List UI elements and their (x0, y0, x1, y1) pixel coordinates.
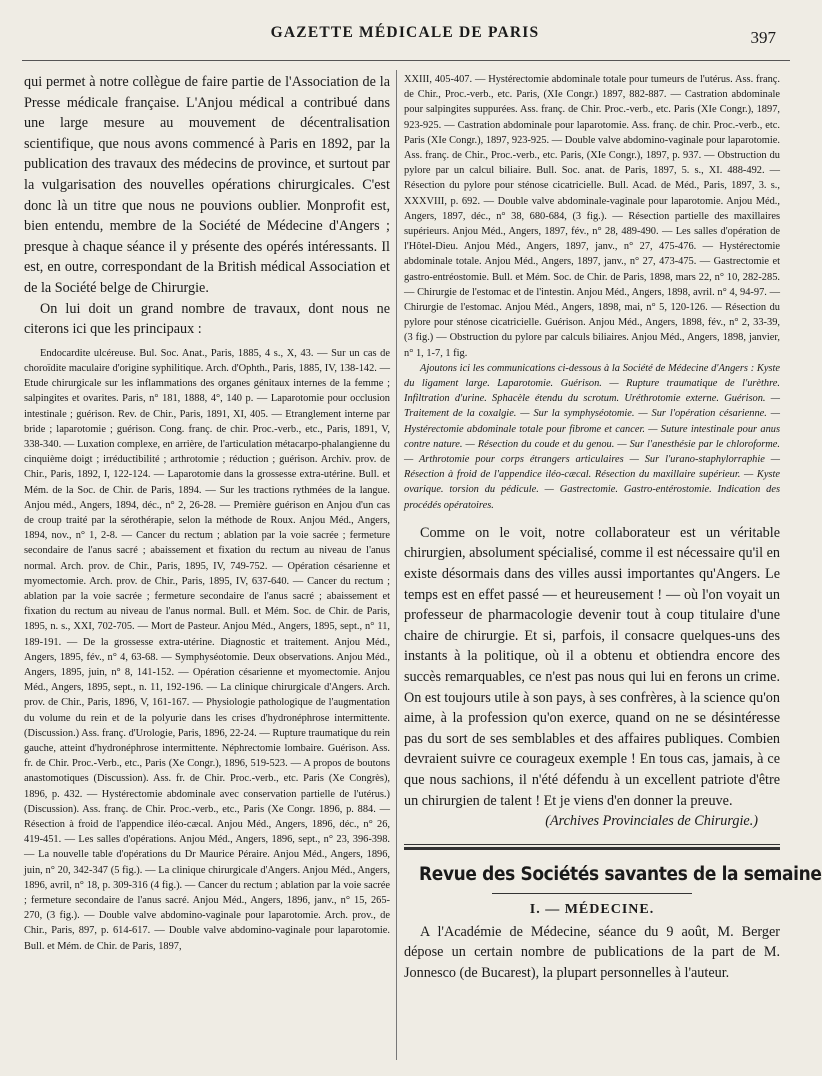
section-short-rule (492, 893, 692, 894)
communications-paragraph: Ajoutons ici les communications ci-dessous à la Société de Médecine d'Angers : Kyste du ligament large. Laparotomie. Guérison. — Rupture traumatique de l'urèthre. Infiltration d'urine. Sphacèle étendu du scrotum. Uréthrotomie externe. Guérison. — Traitement de la coxalgie. — Sur la symphyséotomie. — Sur l'opération césarienne. — Hystérectomie abdominale totale pour fibrome et cancer. — Suture intestinale pour anus contre nature. — Résection du coude et du genou. — Sur l'anesthésie par le chloroforme. — Arthrotomie pour corps étrangers articulaires — Sur l'urano-staphylorraphie — Résection à froid de l'appendice iléo-cæcal. Résection du maxillaire supérieur. — Kyste ovarique. torsion du pédicule. — Gastrectomie. Gastro-entérostomie. Indication des procédés opératoires. (404, 362, 780, 511)
section-double-rule (404, 844, 780, 850)
bibliography-list: Endocardite ulcéreuse. Bul. Soc. Anat., Paris, 1885, 4 s., X, 43. — Sur un cas de choroïdite maculaire d'origine syphilitique. Arch. d'Ophth., Paris, 1885, IV, 138-142. — Etude chirurgicale sur les inflammations des organes génitaux internes de la femme ; salpingites et ovarites. Paris, n° 181, 1888, 4°, 140 p. — Laparotomie pour occlusion intestinale ; guérison. Rev. de Chir., Paris, 1891, XI, 405. — Etranglement interne par bride ; laparotomie ; guérison. Cong. franç. de chir. Proc.-verb., etc., Paris, 1891, V, 338-340. — Luxation complexe, en arrière, de l'articulation métacarpo-phalangienne du cinquième doigt ; irréductibilité ; arthrotomie ; réduction ; guérison. Archiv. prov. de Chir., Paris, 1892, I, 122-124. — Laparotomie dans la grossesse extra-utérine. Bull. et Mém. de la Soc. de Chir. de Paris, 1894. — Sur les tractions rythmées de la langue. Anjou méd., Angers, 1894, déc., n° 2, 26-28. — Première guérison en Anjou d'un cas de croup traité par la sérothérapie, selon la méthode de Roux. Anjou Méd., Angers, 1894, nov., n° 1, 2-8. — Cancer du rectum ; ablation par la voie sacrée ; fermeture secondaire de l'anus sacré ; abaissement et fixation du rectum au niveau de l'anus normal. Arch. prov. de Chir., Paris, 1895, IV, 749-752. — Opération césarienne et myomectomie. Arch. prov. de Chir., Paris, 1895, IV, 637-640. — Cancer du rectum ; ablation par la voie sacrée ; fermeture secondaire de l'anus sacré ; abaissement et fixation du rectum au niveau de l'anus normal. Bull. et Mém. Soc. de Chir. de Paris, 1895, n. s., XXI, 702-705. — Mort de Pasteur. Anjou Méd., Angers, 1895, sept., n° 11, 189-191. — De la grossesse extra-utérine. Diagnostic et traitement. Anjou Méd., Angers, 1895, fév., n° 4, 63-68. — Symphyséotomie. Deux observations. Anjou Méd., Angers, 1895, juin, n° 8, 141-152. — Opération césarienne et myomectomie. Anjou Méd., Angers, 1895, sept., n. 11, 192-196. — La clinique chirurgicale d'Angers. Arch. prov. de Chir., Paris, 1896, V, 161-167. — Physiologie pathologique de l'augmentation du volume du rein et de la polyurie dans les crises d'hydronéphrose intermittente. (Discussion.) Ass. franç. d'Urologie, Paris, 1896, 22-24. — Rupture traumatique du rein gauche, atteint d'hydronéphrose intermittente. Néphrectomie lombaire. Guérison. Ass. fr. de Chir. Proc.-Verb., etc., Paris (Xe Congr.), 1896, 519-523. — A propos de boutons anastomotiques (Discussion). Ass. fr. de Chir. Proc.-verb., etc. Paris (Xe Congrès), 1896, p. 432. — Hystérectomie abdominale avec conservation partielle de l'utérus.) (Discussion). Ass. franç. de Chir. Proc.-verb., etc., Paris (Xe Congr. 1896, p. 884. — Résection à froid de l'appendice iléo-cæcal. Anjou Méd., Angers, 1896, déc., n° 26, 419-451. — Les salles d'opérations. Anjou Méd., Angers, 1896, sept., n° 23, 396-398. — La nouvelle table d'opérations du Dr Maurice Péraire. Anjou Méd., Angers, 1896, juin, n° 20, 342-347 (5 fig.). — La clinique chirurgicale d'Angers. Anjou Méd., Angers, 1896, avril, n° 18, p. 309-316 (4 fig.). — Cancer du rectum ; ablation par la voie sacrée ; fermeture secondaire de l'anus sacré. Anjou Méd., Angers, 1896, janv., n° 15, 265-270, (3 fig.). — Double valve abdomino-vaginale pour laparotomie. Arch. prov., de Chir., Paris, 897, p. 614-617. — Double valve abdomino-vaginale pour laparotomie. Bull. et Mém. de Chir. de Paris, 1897, (24, 347, 390, 952)
page-header (20, 24, 790, 48)
right-column (404, 72, 822, 1062)
academy-paragraph: A l'Académie de Médecine, séance du 9 août, M. Berger dépose un certain nombre de publications de la part de M. Jonnesco (de Bucarest), la plupart personnelles à l'auteur. (404, 923, 780, 981)
subsection-heading: I. — MÉDECINE. (529, 901, 655, 917)
intro-paragraph: qui permet à notre collègue de faire partie de l'Association de la Presse médicale française. L'Anjou médical a contribué dans une large mesure au mouvement de décentralisation scientifique, que nous avons commencé à Paris en 1892, par la publication des travaux des médecins de province, et surtout par la vulgarisation des nouvelles opérations chirurgicales. C'est donc là un titre que nous ne pouvions oublier. Monprofit est, bien entendu, membre de la Société de Médecine d'Angers ; presque à chaque séance il y présente des opérés intéressants. Il est, en outre, correspondant de la British médical Association et de la Société belge de Chirurgie. (24, 74, 390, 296)
section-title: Revue des Sociétés savantes de la semaine (419, 863, 822, 885)
source-signature: (Archives Provinciales de Chirurgie.) (545, 813, 758, 830)
conclusion-paragraph: Comme on le voit, notre collaborateur est un véritable chirurgien, absolument spécialisé, comme il est nécessaire qu'il en existe désormais dans des villes aussi importantes qu'Angers. Le temps est en effet passé — et heureusement ! — où l'on voyait un professeur de pharmacologie devenir tout à coup titulaire d'une chaire de chirurgie. Et si, parfois, il consacre quelques-uns des instants à la politique, où il a obtenu et obtiendra encore des succès remarquables, ce n'est pas nous qui lui en ferons un crime. On est toujours utile à son pays, à ses confrères, à la science qu'on aime, à la profession qu'on exerce, quand on ne se désintéresse pas du sort de ses semblables et des affaires publiques. Combien devraient suivre ce courageux exemple ! En tous cas, jamais, à ce que nous sachions, il n'été défendu à un excellent patriote d'être un chirurgien de talent ! Et je viens d'en donner la preuve. (404, 524, 780, 809)
page-number: 397 (750, 28, 776, 47)
column-divider (396, 70, 397, 1060)
journal-title: GAZETTE MÉDICALE DE PARIS (270, 24, 540, 41)
works-intro: On lui doit un grand nombre de travaux, dont nous ne citerons ici que les principaux : (24, 300, 390, 338)
bibliography-continued: XXIII, 405-407. — Hystérectomie abdominale totale pour tumeurs de l'utérus. Ass. franç. de Chir., Proc.-verb., etc. Paris, (XIe Congr.) 1897, 882-887. — Castration abdominale pour salpingites suppurées. Ass. franç. de Chir. Proc.-verb., etc. Paris (XIe Congr.), 1897, 923-925. — Castration abdominale pour laparotomie. Ass. franç. de chir. Proc.-verb., etc. Paris (XIe Congr.), 1897, 923-925. — Double valve abdomino-vaginale pour laparotomie. Ass. franç. de Chir., Proc.-verb., etc. Paris, (XIe Congr.), 1897, p. 937. — Obstruction du pylore par un calcul biliaire. Bull. Soc. anat. de Paris, 1897, 5. s., XI. 488-492. — Résection du pylore pour sténose cicatricielle. Bull. Acad. de Méd., Paris, 1897, 3. s., XXXVIII, p. 692. — Double valve abdominale-vaginale pour laparotomie. Anjou Méd., Angers, 1897, déc., n° 38, 680-684, (3 fig.). — Résection partielle des maxillaires supérieurs. Anjou Méd., Angers, 1897, fév., n° 28, 489-490. — Les salles d'opération de l'Hôtel-Dieu. Anjou Méd., Angers, 1897, janv., n° 27, 475-476. — Hystérectomie abdominale totale. Anjou Méd., Angers, 1897, janv., n° 27, 473-475. — Gastrectomie et gastro-entréostomie. Bull. et Mém. Soc. de Chir. de Paris, 1898, mars 22, n° 10, 282-285. — Chirurgie de l'estomac et de l'intestin. Anjou Méd., Angers, 1898, avril. n° 4, 94-97. — Chirurgie de l'estomac. Anjou Méd., Angers, 1898, mai, n° 5, 120-126. — Résection du pylore pour sténose cicatricielle. Guérison. Anjou Méd., Angers, 1898, fév., n° 2, 33-39, (3 fig.) — Obstruction du pylore par calculs biliaires. Anjou Méd., Angers, 1898, janvier, n° 1, 1-7, 1 fig. (404, 74, 780, 359)
left-column (24, 72, 390, 1062)
header-rule (22, 60, 790, 61)
